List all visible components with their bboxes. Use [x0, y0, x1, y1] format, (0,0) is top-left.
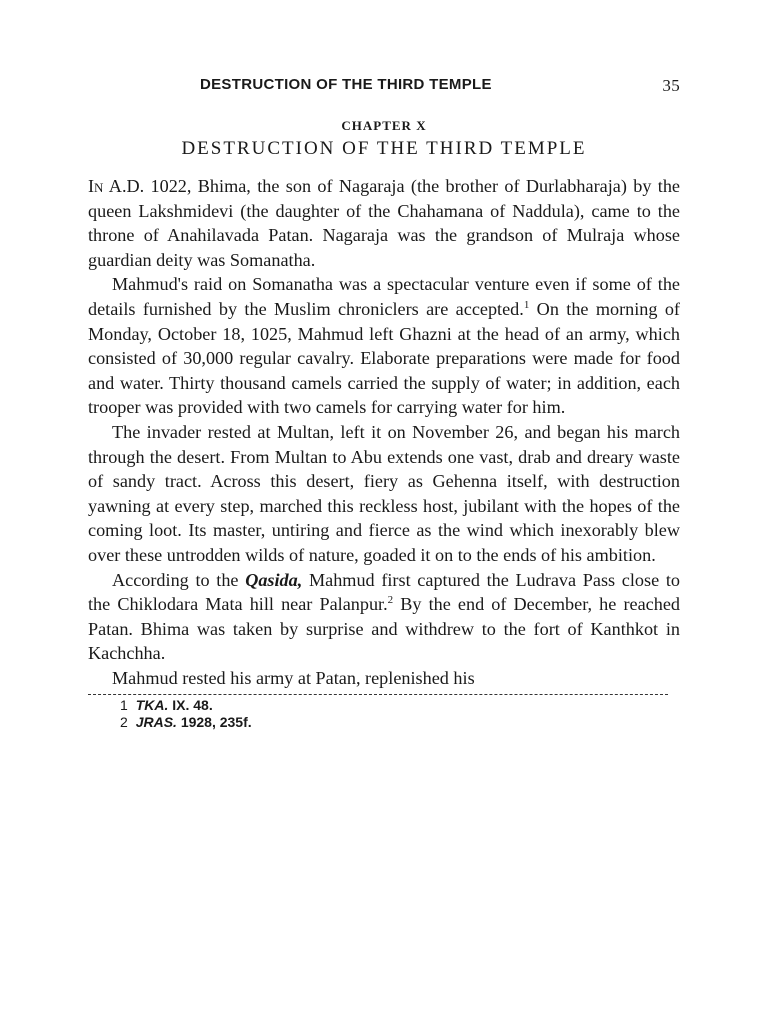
footnotes [120, 697, 680, 731]
footnote-number: 1 [120, 697, 128, 714]
paragraph-1 [88, 174, 680, 272]
chapter-label: CHAPTER X [341, 118, 427, 133]
footnote-marker-2[interactable]: 2 [387, 594, 394, 607]
running-head [88, 72, 680, 98]
paragraph-4 [88, 568, 680, 666]
paragraph-2 [88, 272, 680, 420]
qasida-title: Qasida, [245, 569, 303, 590]
page-number: 35 [662, 76, 680, 95]
footnote-divider [88, 694, 668, 695]
paragraph-5 [88, 666, 680, 691]
footnote-source: JRAS. [135, 714, 177, 731]
paragraph-3-text: The invader rested at Multan, left it on November 26, and began his march through the desert. From Multan to Abu extends one vast, drab and dreary waste of sandy tract. Across this desert, fiery as Gehenna itself, with destruction yawning at every step, marched this reckless host, jubilant with the hopes of the coming loot. Its master, untiring and fierce as the wind which inexorably blew over these untrodden wilds of nature, goaded it on to the ends of his ambition. [88, 421, 680, 565]
paragraph-1-text: A.D. 1022, Bhima, the son of Nagaraja (the brother of Durlabharaja) by the queen Lakshmidevi (the daughter of the Chahamana of Naddula), came to the throne of Anahilavada Patan. Nagaraja was the grandson of Mulraja whose guardian deity was Somanatha. [88, 176, 680, 270]
opening-word: In [88, 176, 104, 196]
chapter-title: DESTRUCTION OF THE THIRD TEMPLE [181, 138, 587, 159]
footnote-marker-1[interactable]: 1 [523, 298, 530, 311]
body-text [88, 174, 680, 690]
paragraph-4-text-b: Mahmud first captured the Ludrava Pass close to the Chiklodara Mata hill near Palanpur. [88, 569, 680, 615]
paragraph-3 [88, 420, 680, 568]
footnote-reference: IX. 48. [172, 697, 213, 714]
paragraph-2-text-a: Mahmud's raid on Somanatha was a spectacular venture even if some of the details furnished by the Muslim chroniclers are accepted. [88, 274, 680, 319]
footnote-number: 2 [120, 714, 128, 731]
paragraph-2-text-b: On the morning of Monday, October 18, 1025, Mahmud left Ghazni at the head of an army, which consisted of 30,000 regular cavalry. Elaborate preparations were made for food and water. Thirty thousand camels carried the supply of water; in addition, each trooper was provided with two camels for carrying water for him. [88, 298, 680, 418]
footnote-1 [120, 697, 680, 714]
paragraph-4-text-a: According to the [112, 569, 246, 590]
footnote-reference: 1928, 235f. [180, 714, 252, 731]
paragraph-4-text-c: By the end of December, he reached Patan. Bhima was taken by surprise and withdrew to the fort of Kanthkot in Kachchha. [88, 594, 680, 664]
running-title: DESTRUCTION OF THE THIRD TEMPLE [200, 76, 492, 93]
footnote-source: TKA. [135, 697, 169, 714]
book-page [88, 72, 680, 731]
paragraph-5-text: Mahmud rested his army at Patan, replenished his [112, 667, 475, 688]
footnote-2 [120, 714, 680, 731]
